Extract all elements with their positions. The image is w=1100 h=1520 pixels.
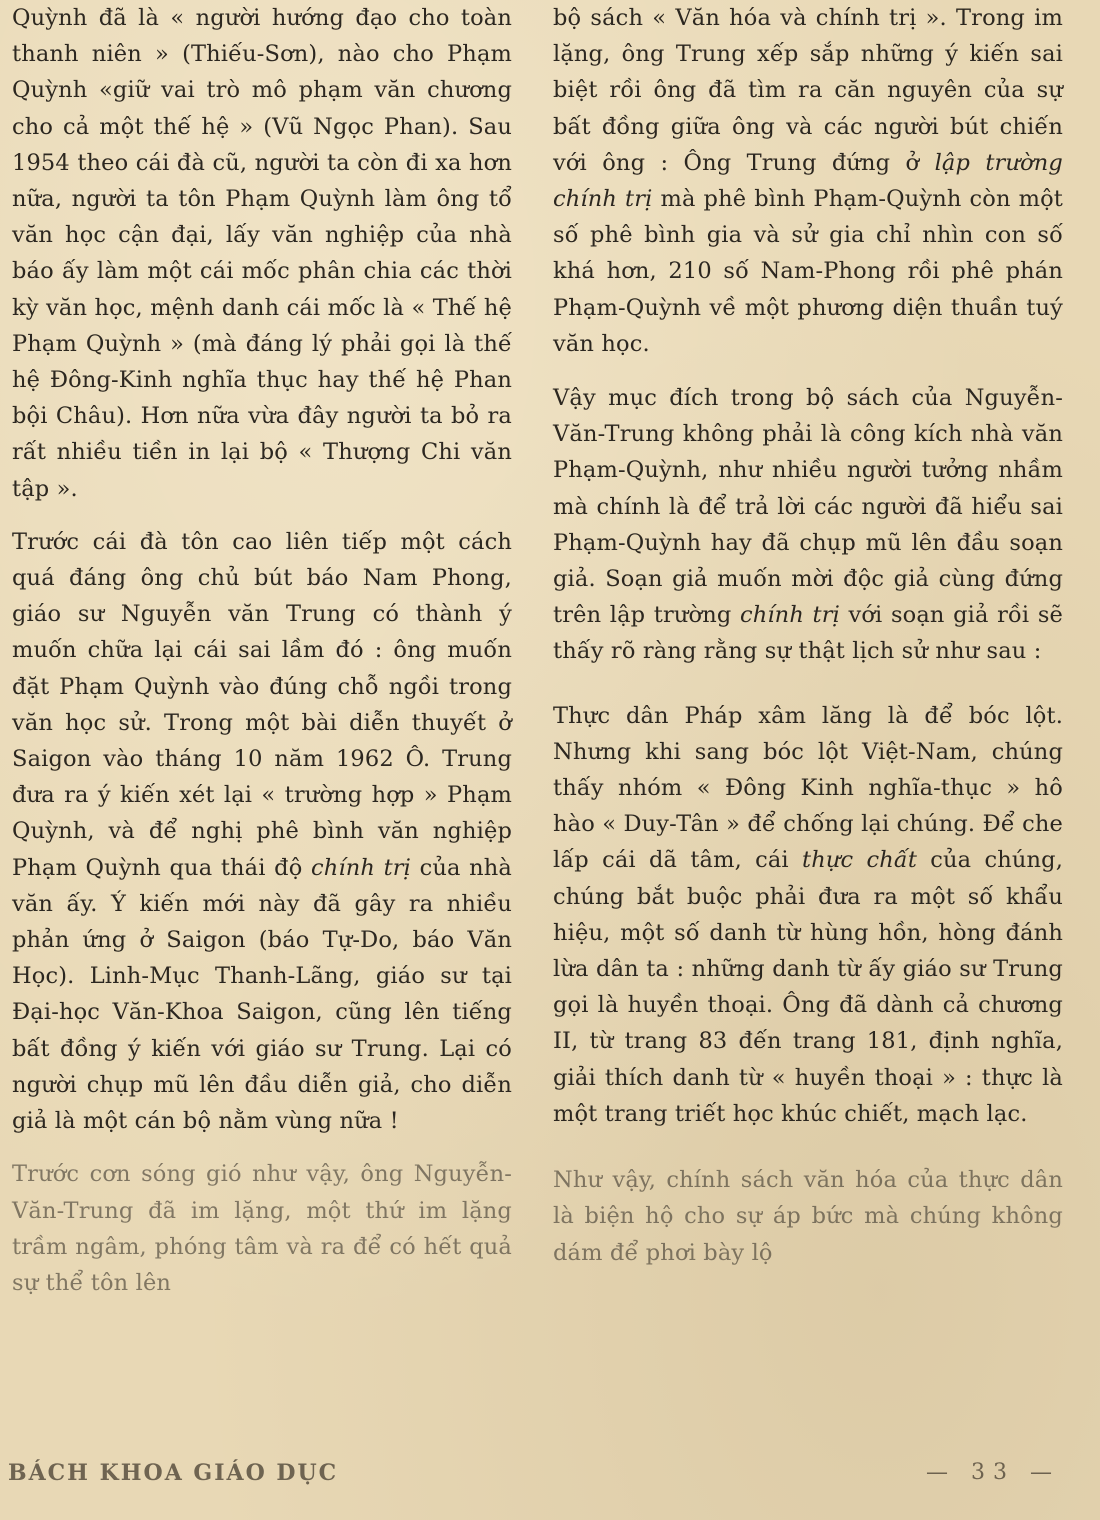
page-number: — 33 — xyxy=(926,1460,1060,1485)
left-paragraph-3 xyxy=(12,1156,512,1301)
paragraph-text: Vậy mục đích trong bộ sách của Nguyễn-Văn-Trung không phải là công kích nhà văn Phạm-Quỳnh, như nhiều người tưởng nhầm mà chính là để trả lời các người đã hiểu sai Phạm-Quỳnh hay đã chụp mũ lên đầu soạn giả. Soạn giả muốn mời độc giả cùng đứng trên lập trường xyxy=(553,385,1063,629)
right-column xyxy=(553,0,1063,1271)
emphasis-text: chính trị xyxy=(310,854,412,881)
paragraph-text: Thực dân Pháp xâm lăng là để bóc lột. Nhưng khi sang bóc lột Việt-Nam, chúng thấy nhóm « Đông Kinh nghĩa-thục » hô hào « Duy-Tân » để chống lại chúng. Để che lấp cái dã tâm, cái xyxy=(553,702,1063,874)
paragraph-text: của chúng, chúng bắt buộc phải đưa ra một số khẩu hiệu, một số danh từ hùng hồn, hòng đánh lừa dân ta : những danh từ ấy giáo sư Trung gọi là huyền thoại. Ông đã dành cả chương II, từ trang 83 đến trang 181, định nghĩa, giải thích danh từ « huyền thoại » : thực là một trang triết học khúc chiết, mạch lạc. xyxy=(553,847,1063,1127)
paragraph-text: mà phê bình Phạm-Quỳnh còn một số phê bình gia và sử gia chỉ nhìn con số khá hơn, 210 số Nam-Phong rồi phê phán Phạm-Quỳnh về một phương diện thuần tuý văn học. xyxy=(553,186,1063,357)
right-paragraph-2 xyxy=(553,380,1063,670)
right-paragraph-3 xyxy=(553,698,1063,1132)
paragraph-text: Trước cơn sóng gió như vậy, ông Nguyễn-Văn-Trung đã im lặng, một thứ im lặng trầm ngâm, phóng tâm và ra để có hết quả sự thể tôn lên xyxy=(12,1161,512,1296)
emphasis-text: chính trị xyxy=(739,602,840,629)
paragraph-text: bộ sách « Văn hóa và chính trị ». Trong im lặng, ông Trung xếp sắp những ý kiến sai biệt rồi ông đã tìm ra căn nguyên của sự bất đồng giữa ông và các người bút chiến với ông : Ông Trung đứng ở xyxy=(553,5,1063,176)
paragraph-text: Như vậy, chính sách văn hóa của thực dân là biện hộ cho sự áp bức mà chúng không dám để phơi bày lộ xyxy=(553,1167,1063,1266)
left-paragraph-2 xyxy=(12,524,512,1139)
paragraph-text: với soạn giả rồi sẽ thấy rõ ràng rằng sự thật lịch sử như sau : xyxy=(553,602,1063,665)
page-footer xyxy=(0,1460,1100,1500)
emphasis-text: lập trường chính trị xyxy=(553,149,1063,213)
emphasis-text: thực chất xyxy=(802,847,918,874)
left-column xyxy=(12,0,512,1301)
right-paragraph-4 xyxy=(553,1162,1063,1271)
paragraph-text: Trước cái đà tôn cao liên tiếp một cách quá đáng ông chủ bút báo Nam Phong, giáo sư Nguyễn văn Trung có thành ý muốn chữa lại cái sai lầm đó : ông muốn đặt Phạm Quỳnh vào đúng chỗ ngồi trong văn học sử. Trong một bài diễn thuyết ở Saigon vào tháng 10 năm 1962 Ô. Trung đưa ra ý kiến xét lại « trường hợp » Phạm Quỳnh, và để nghị phê bình văn nghiệp Phạm Quỳnh qua thái độ xyxy=(12,528,512,881)
paragraph-text: của nhà văn ấy. Ý kiến mới này đã gây ra nhiều phản ứng ở Saigon (báo Tự-Do, báo Văn Học). Linh-Mục Thanh-Lãng, giáo sư tại Đại-học Văn-Khoa Saigon, cũng lên tiếng bất đồng ý kiến với giáo sư Trung. Lại có người chụp mũ lên đầu diễn giả, cho diễn giả là một cán bộ nằm vùng nữa ! xyxy=(12,854,512,1135)
paragraph-text: Quỳnh đã là « người hướng đạo cho toàn thanh niên » (Thiếu-Sơn), nào cho Phạm Quỳnh «giữ vai trò mô phạm văn chương cho cả một thế hệ » (Vũ Ngọc Phan). Sau 1954 theo cái đà cũ, người ta còn đi xa hơn nữa, người ta tôn Phạm Quỳnh làm ông tổ văn học cận đại, lấy văn nghiệp của nhà báo ấy làm một cái mốc phân chia các thời kỳ văn học, mệnh danh cái mốc là « Thế hệ Phạm Quỳnh » (mà đáng lý phải gọi là thế hệ Đông-Kinh nghĩa thục hay thế hệ Phan bội Châu). Hơn nữa vừa đây người ta bỏ ra rất nhiều tiền in lại bộ « Thượng Chi văn tập ». xyxy=(12,5,512,502)
right-paragraph-1 xyxy=(553,0,1063,362)
left-paragraph-1 xyxy=(12,0,512,507)
publication-name: BÁCH KHOA GIÁO DỤC xyxy=(8,1460,339,1486)
